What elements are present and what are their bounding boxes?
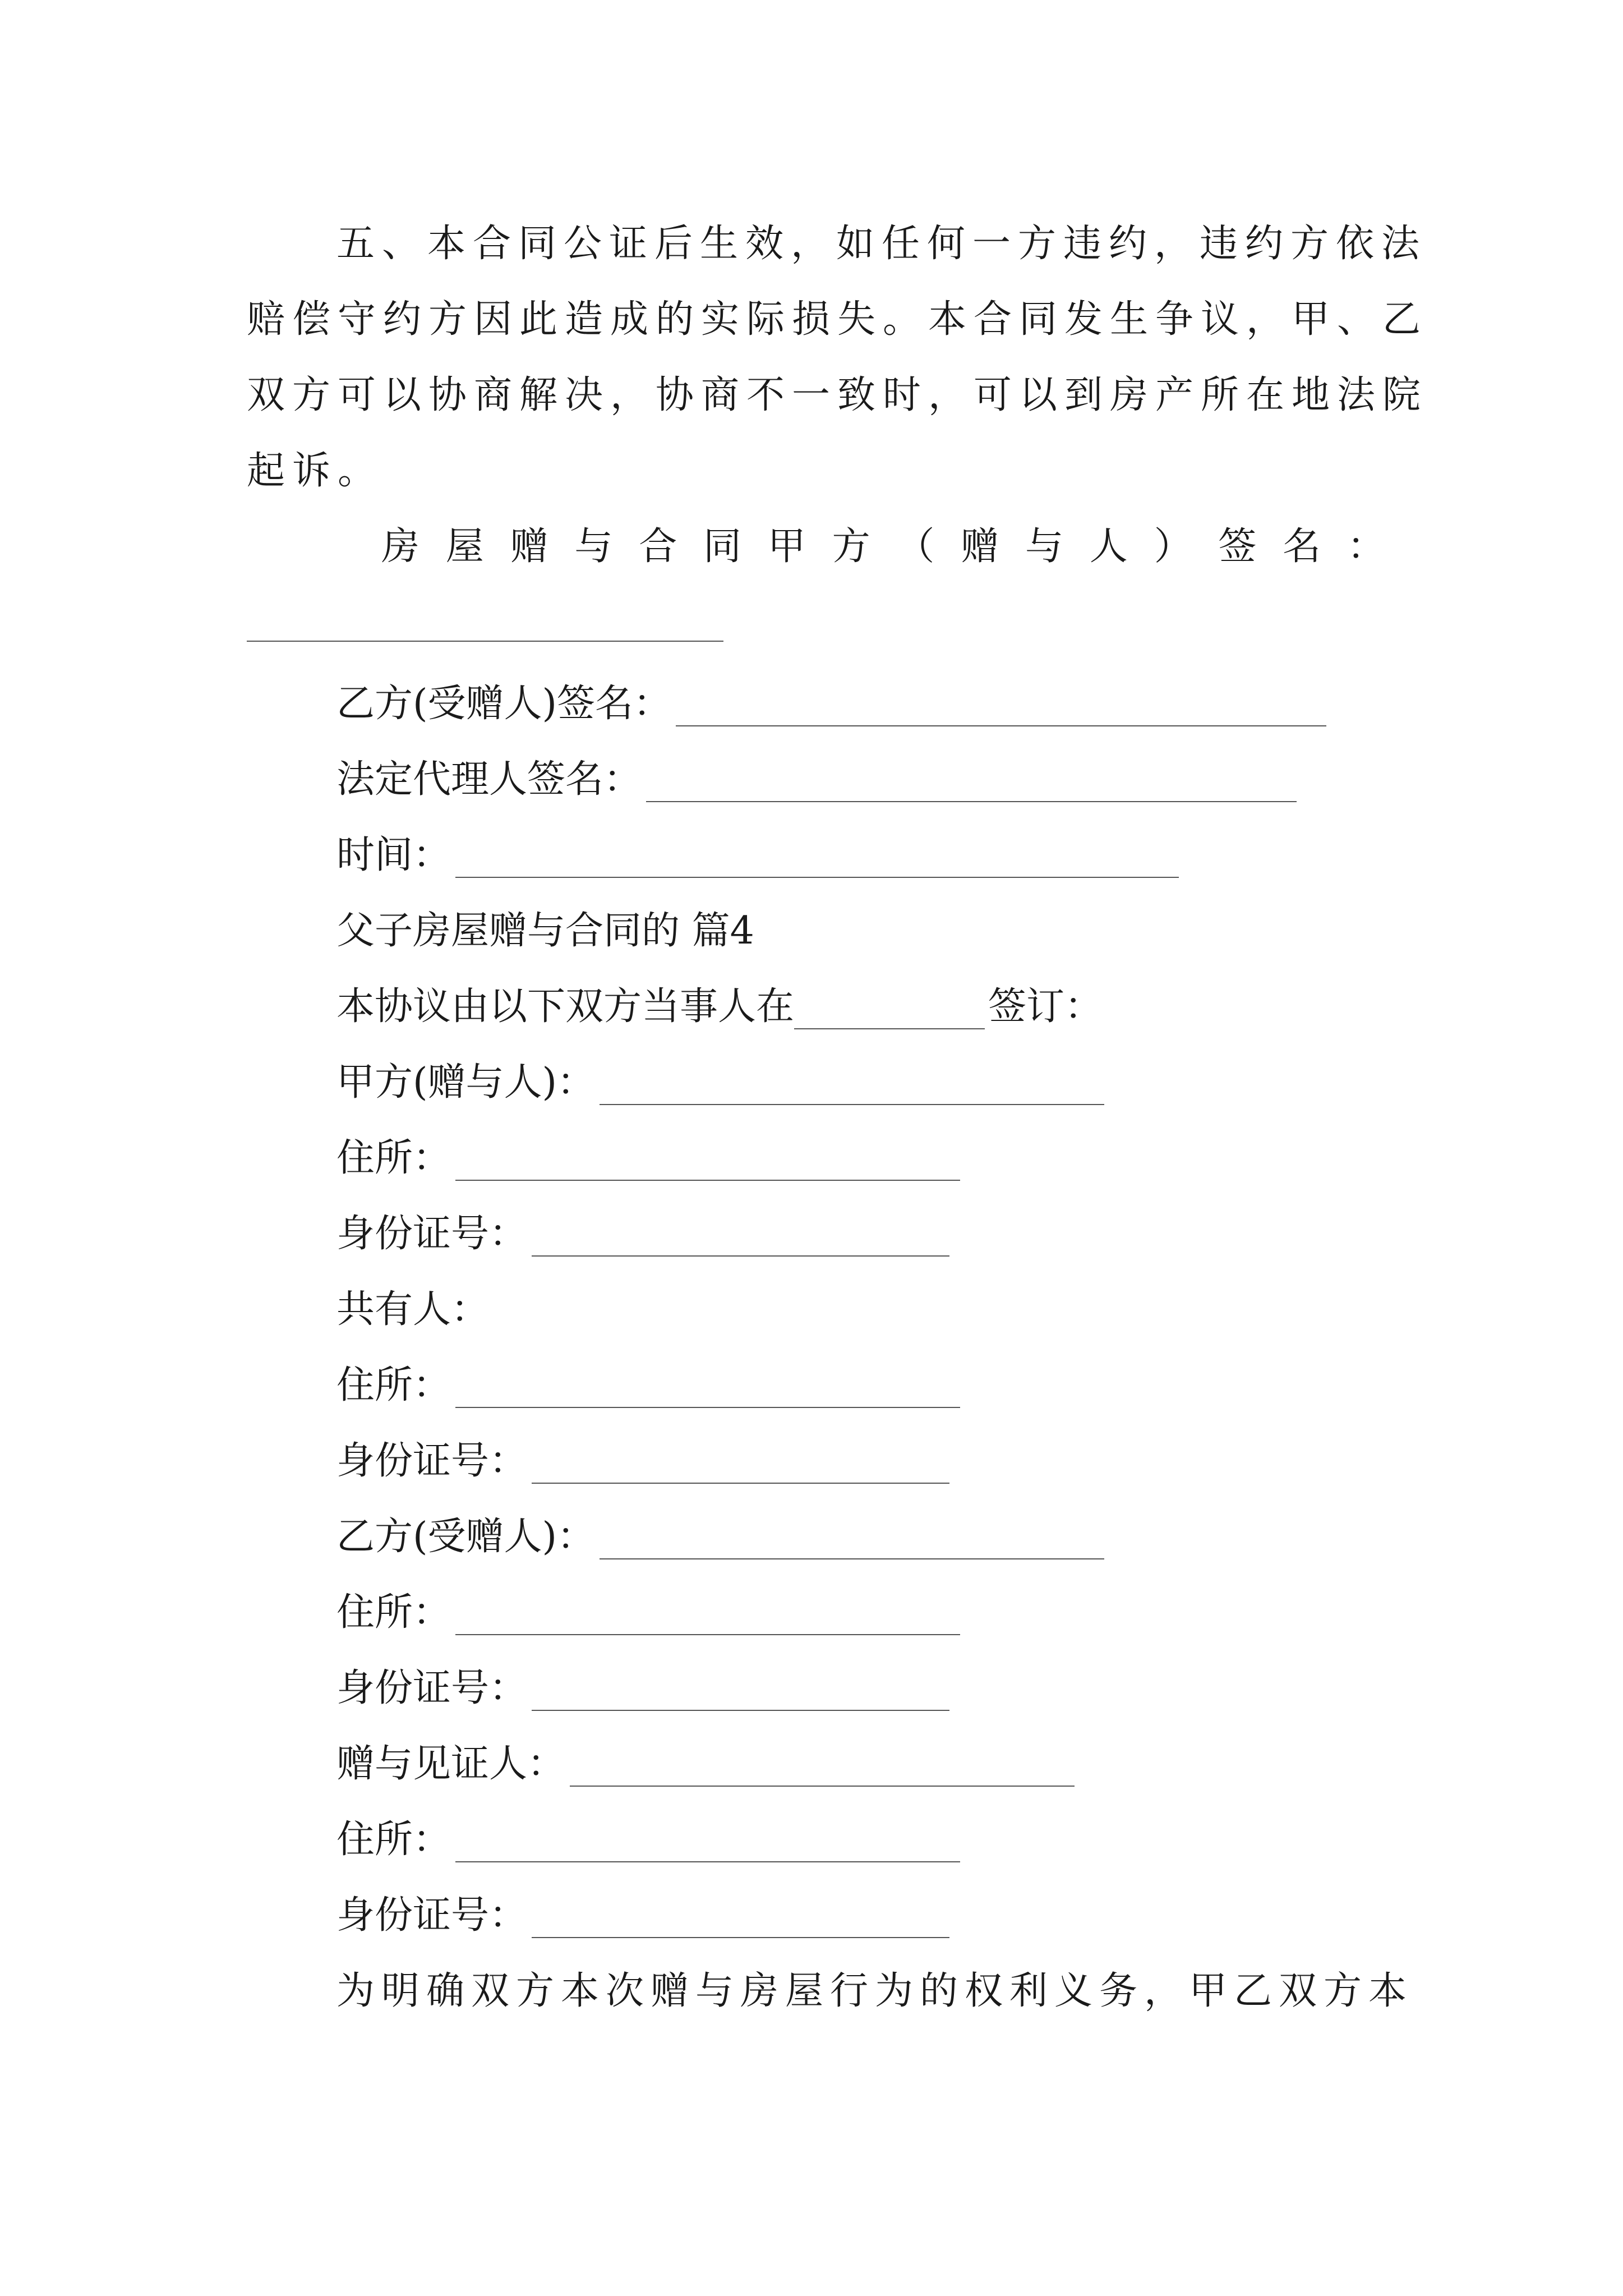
heading-char: 签 bbox=[1218, 524, 1257, 569]
party-a-label: 甲方(赠与人)： bbox=[336, 1060, 596, 1105]
party-b-row bbox=[336, 1515, 1104, 1559]
party-a-row bbox=[336, 1060, 1104, 1105]
intro-text-after: 签订： bbox=[988, 984, 1103, 1029]
witness-label: 赠与见证人： bbox=[336, 1742, 566, 1786]
witness-id-row bbox=[336, 1893, 949, 1938]
address-label: 住所： bbox=[336, 1818, 451, 1862]
heading-char: 名 bbox=[1283, 524, 1321, 569]
heading-char: 人 bbox=[1089, 524, 1128, 569]
intro-row bbox=[336, 984, 1103, 1029]
paragraph-5-line-1: 五、本合同公证后生效，如任何一方违约，违约方依法 bbox=[336, 222, 1427, 266]
id-number-label: 身份证号： bbox=[336, 1666, 528, 1710]
paragraph-5-line-3: 双方可以协商解决，协商不一致时，可以到房产所在地法院 bbox=[247, 373, 1428, 417]
id-number-label: 身份证号： bbox=[336, 1439, 528, 1483]
party-b-address-blank[interactable] bbox=[455, 1598, 960, 1635]
legal-agent-signature-blank[interactable] bbox=[646, 765, 1297, 802]
heading-char: 甲 bbox=[767, 524, 806, 569]
heading-char: 与 bbox=[574, 524, 613, 569]
heading-char: 赠 bbox=[961, 524, 999, 569]
party-a-blank[interactable] bbox=[600, 1068, 1104, 1105]
address-label: 住所： bbox=[336, 1363, 451, 1407]
witness-address-blank[interactable] bbox=[455, 1825, 960, 1862]
heading-char: （ bbox=[896, 524, 935, 569]
co-owner-label: 共有人： bbox=[336, 1287, 490, 1332]
id-number-label: 身份证号： bbox=[336, 1212, 528, 1256]
section-title: 父子房屋赠与合同的 篇4 bbox=[336, 909, 754, 953]
party-a-signature-blank[interactable] bbox=[247, 641, 723, 642]
heading-char: 同 bbox=[703, 524, 741, 569]
closing-paragraph-line: 为明确双方本次赠与房屋行为的权利义务，甲乙双方本 bbox=[336, 1969, 1414, 2013]
party-a-id-row bbox=[336, 1212, 949, 1257]
heading-char: 与 bbox=[1025, 524, 1063, 569]
heading-char: 屋 bbox=[445, 524, 484, 569]
heading-char: ： bbox=[1347, 524, 1385, 569]
co-owner-address-blank[interactable] bbox=[455, 1371, 960, 1408]
id-number-label: 身份证号： bbox=[336, 1893, 528, 1938]
time-label: 时间： bbox=[336, 833, 451, 877]
time-row bbox=[336, 833, 1179, 878]
party-b-label: 乙方(受赠人)： bbox=[336, 1515, 596, 1559]
party-a-id-blank[interactable] bbox=[532, 1220, 949, 1257]
witness-id-blank[interactable] bbox=[532, 1901, 949, 1938]
legal-agent-signature-label: 法定代理人签名： bbox=[336, 757, 642, 802]
party-a-address-blank[interactable] bbox=[455, 1144, 960, 1181]
address-label: 住所： bbox=[336, 1590, 451, 1635]
party-b-id-blank[interactable] bbox=[532, 1674, 949, 1711]
signing-place-blank[interactable] bbox=[794, 992, 985, 1029]
intro-text-before: 本协议由以下双方当事人在 bbox=[336, 984, 795, 1029]
paragraph-5-line-4: 起诉。 bbox=[247, 449, 384, 493]
party-a-address-row bbox=[336, 1136, 960, 1181]
witness-blank[interactable] bbox=[570, 1750, 1075, 1787]
party-a-signature-heading bbox=[381, 524, 1385, 569]
heading-char: 房 bbox=[381, 524, 420, 569]
address-label: 住所： bbox=[336, 1136, 451, 1180]
heading-char: 合 bbox=[639, 524, 677, 569]
paragraph-5-line-2: 赔偿守约方因此造成的实际损失。本合同发生争议，甲、乙 bbox=[247, 297, 1428, 342]
co-owner-id-blank[interactable] bbox=[532, 1447, 949, 1484]
co-owner-id-row bbox=[336, 1439, 949, 1484]
heading-char: ） bbox=[1154, 524, 1192, 569]
party-b-signature-blank[interactable] bbox=[676, 689, 1326, 726]
co-owner-row bbox=[336, 1287, 489, 1332]
witness-address-row bbox=[336, 1818, 960, 1862]
party-b-signature-label: 乙方(受赠人)签名： bbox=[336, 682, 672, 726]
witness-row bbox=[336, 1742, 1075, 1787]
heading-char: 赠 bbox=[510, 524, 548, 569]
party-b-blank[interactable] bbox=[600, 1522, 1104, 1559]
party-b-address-row bbox=[336, 1590, 960, 1635]
party-b-signature-row bbox=[336, 682, 1326, 726]
party-b-id-row bbox=[336, 1666, 949, 1711]
time-blank[interactable] bbox=[455, 841, 1179, 878]
legal-agent-signature-row bbox=[336, 757, 1297, 802]
co-owner-address-row bbox=[336, 1363, 960, 1408]
heading-char: 方 bbox=[832, 524, 870, 569]
